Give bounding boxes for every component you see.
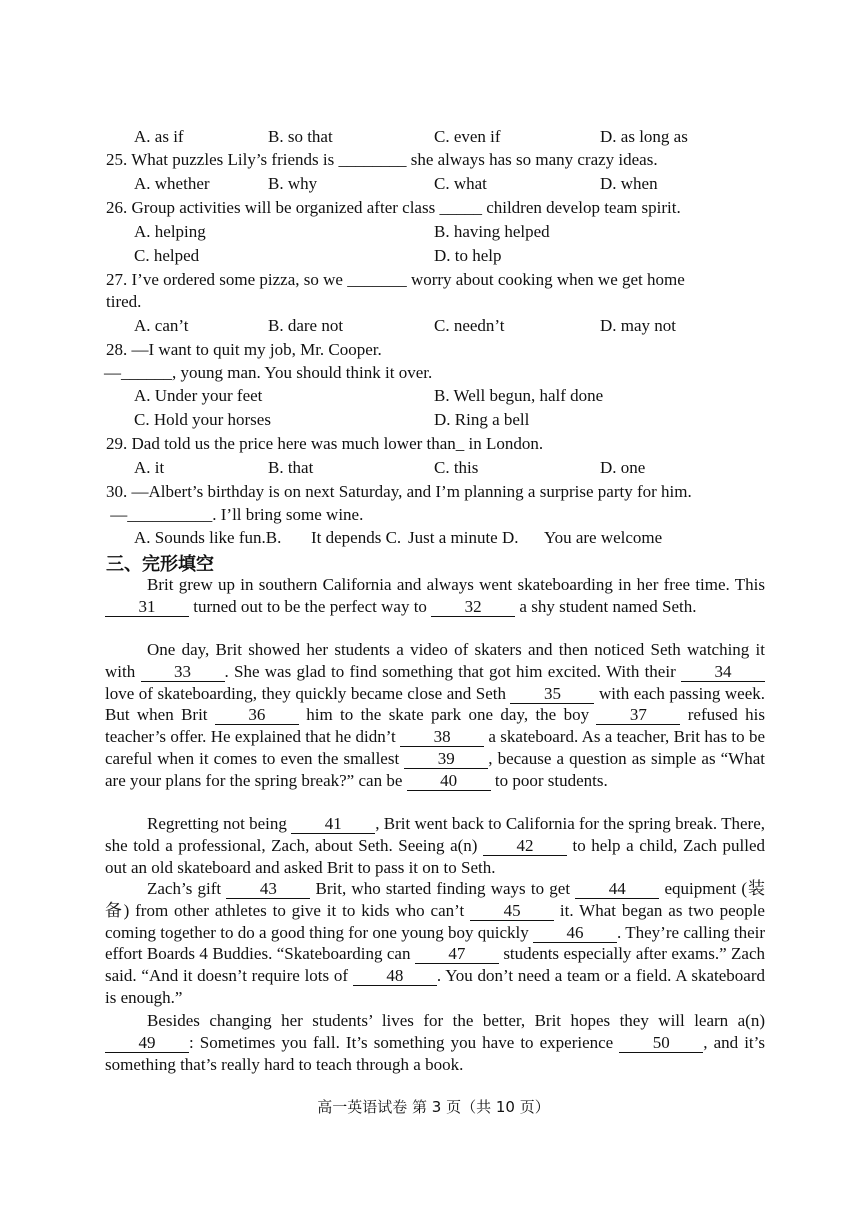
- option-a: A. it: [134, 458, 165, 477]
- options-row-26b: [134, 245, 834, 267]
- blank-50[interactable]: 50: [619, 1034, 703, 1053]
- passage-text: Brit grew up in southern California and always went skateboarding in her free time. This: [147, 575, 765, 594]
- passage-text: Besides changing her students’ lives for the better, Brit hopes they will learn a(n): [147, 1011, 765, 1030]
- option-b: B. Well begun, half done: [434, 386, 604, 405]
- passage-text: to help a child, Zach pulled out an old skateboard and asked Brit to pass it on to Seth.: [105, 835, 765, 877]
- question-27-stem-cont: tired.: [106, 292, 142, 311]
- passage-text: refused his teacher’s offer. He explained that he didn’t: [105, 705, 765, 747]
- option-d: D. as long as: [600, 127, 688, 146]
- option-c: C. Hold your horses: [134, 410, 271, 429]
- passage-paragraph-1: [105, 574, 765, 618]
- passage-paragraph-2: [105, 639, 765, 792]
- question-30-stem: 30. —Albert’s birthday is on next Saturday, and I’m planning a surprise party for him.: [106, 482, 692, 501]
- option-a: A. Sounds like fun.B.: [134, 528, 282, 547]
- passage-text: equipment (装备) from other athletes to give it to kids who can’t: [105, 879, 766, 920]
- passage-text: . You don’t need a team or a field. A skateboard is enough.”: [105, 966, 765, 1007]
- blank-49[interactable]: 49: [105, 1034, 189, 1053]
- option-c: C. needn’t: [434, 316, 505, 335]
- passage-text: Brit, who started finding ways to get: [310, 879, 576, 898]
- option-b: B. why: [268, 174, 318, 193]
- passage-text: students especially after exams.” Zach said. “And it doesn’t require lots of: [105, 944, 765, 986]
- option-a: A. can’t: [134, 316, 189, 335]
- section-title: 三、完形填空: [106, 554, 214, 575]
- passage-text: with each passing week. But when Brit: [105, 683, 765, 725]
- option-b: B. that: [268, 458, 314, 477]
- passage-paragraph-3: [105, 813, 765, 878]
- question-29-stem: 29. Dad told us the price here was much lower than_ in London.: [106, 434, 544, 453]
- blank-44[interactable]: 44: [575, 880, 659, 899]
- option-c: C. helped: [134, 246, 200, 265]
- passage-text: : Sometimes you fall. It’s something you have to experience: [189, 1032, 620, 1052]
- passage-text: love of skateboarding, they quickly became close and Seth: [105, 683, 511, 703]
- options-row-28b: [134, 409, 834, 431]
- option-a: A. whether: [134, 174, 210, 193]
- option-a: A. Under your feet: [134, 386, 263, 405]
- blank-32[interactable]: 32: [431, 598, 515, 617]
- options-row-28a: [134, 385, 834, 407]
- passage-text: , Brit went back to California for the spring break. There, she told a professional, Zach, about Seth. Seeing a(n): [105, 814, 765, 855]
- blank-34[interactable]: 34: [681, 663, 765, 682]
- question-28-stem: 28. —I want to quit my job, Mr. Cooper.: [106, 340, 382, 359]
- blank-43[interactable]: 43: [226, 880, 310, 899]
- passage-text: Zach’s gift: [147, 879, 227, 898]
- passage-text: a skateboard. As a teacher, Brit has to be careful when it comes to even the smallest: [105, 727, 765, 768]
- options-row-25: [134, 173, 834, 195]
- option-b: B. having helped: [434, 222, 550, 241]
- option-c: C. this: [434, 458, 479, 477]
- option-b: B. dare not: [268, 316, 344, 335]
- option-c: C. what: [434, 174, 487, 193]
- blank-48[interactable]: 48: [353, 967, 437, 986]
- option-d: You are welcome: [544, 528, 663, 547]
- blank-40[interactable]: 40: [407, 772, 491, 791]
- passage-text: , because a question as simple as “What are your plans for the spring break?” can be: [105, 748, 765, 790]
- passage-paragraph-5: [105, 1010, 765, 1075]
- passage-text: Regretting not being: [147, 814, 292, 833]
- option-c: Just a minute D.: [408, 528, 519, 547]
- passage-text: him to the skate park one day, the boy: [298, 705, 597, 725]
- passage-text: One day, Brit showed her students a video of skaters and then noticed Seth watching it with: [105, 640, 765, 681]
- options-row-30: [134, 527, 834, 549]
- blank-42[interactable]: 42: [483, 837, 567, 856]
- options-row-24: [134, 126, 834, 148]
- blank-37[interactable]: 37: [596, 706, 680, 725]
- page-footer: 高一英语试卷 第 3 页（共 10 页）: [317, 1098, 550, 1116]
- passage-paragraph-4: [105, 878, 765, 1009]
- passage-text: . They’re calling their effort Boards 4 Buddies. “Skateboarding can: [105, 922, 766, 964]
- option-a: A. as if: [134, 127, 184, 146]
- blank-45[interactable]: 45: [470, 902, 554, 921]
- options-row-27: [134, 315, 834, 337]
- question-27-stem: 27. I’ve ordered some pizza, so we _______ worry about cooking when we get home: [106, 270, 685, 289]
- blank-33[interactable]: 33: [141, 663, 225, 682]
- blank-47[interactable]: 47: [415, 945, 499, 964]
- passage-text: to poor students.: [490, 770, 608, 790]
- option-d: D. when: [600, 174, 658, 193]
- blank-39[interactable]: 39: [404, 750, 488, 769]
- options-row-29: [134, 457, 834, 479]
- options-row-26a: [134, 221, 834, 243]
- passage-text: . She was glad to find something that got him excited. With their: [224, 661, 681, 681]
- blank-31[interactable]: 31: [105, 598, 189, 617]
- passage-text: turned out to be the perfect way to: [189, 596, 432, 616]
- option-a: A. helping: [134, 222, 206, 241]
- passage-text: , and it’s something that’s really hard to teach through a book.: [105, 1032, 765, 1074]
- blank-38[interactable]: 38: [400, 728, 484, 747]
- question-28-stem-cont: —______, young man. You should think it over.: [104, 363, 433, 382]
- option-d: D. to help: [434, 246, 502, 265]
- blank-41[interactable]: 41: [291, 815, 375, 834]
- option-b: It depends C.: [311, 528, 402, 547]
- question-30-stem-cont: —__________. I’ll bring some wine.: [106, 505, 364, 524]
- blank-35[interactable]: 35: [510, 685, 594, 704]
- option-b: B. so that: [268, 127, 333, 146]
- passage-text: a shy student named Seth.: [515, 596, 697, 616]
- blank-36[interactable]: 36: [215, 706, 299, 725]
- question-25-stem: 25. What puzzles Lily’s friends is ________ she always has so many crazy ideas.: [106, 150, 658, 169]
- passage-text: it. What began as two people coming together to do a good thing for one young boy quickly: [105, 900, 765, 942]
- question-26-stem: 26. Group activities will be organized after class _____ children develop team spirit.: [106, 198, 681, 217]
- option-c: C. even if: [434, 127, 501, 146]
- option-d: D. Ring a bell: [434, 410, 530, 429]
- option-d: D. one: [600, 458, 646, 477]
- blank-46[interactable]: 46: [533, 924, 617, 943]
- option-d: D. may not: [600, 316, 677, 335]
